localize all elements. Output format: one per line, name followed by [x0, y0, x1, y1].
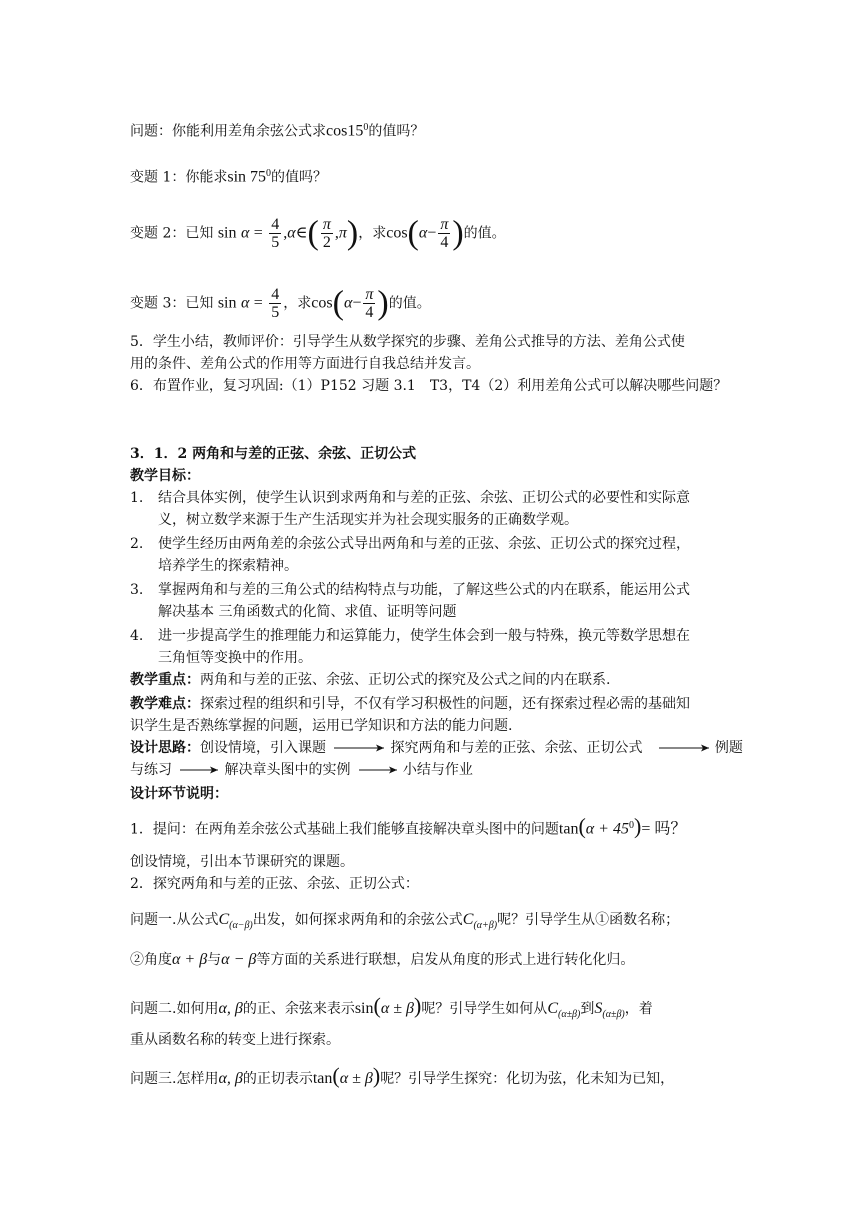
- goal-1-line-1: 结合具体实例，使学生认识到求两角和与差的正弦、余弦、正切公式的必要性和实际意: [158, 490, 690, 506]
- fraction-pi-4: $\frac{\pi}{4}$: [365, 286, 374, 321]
- goal-3-line-2: 解决基本 三角函数式的化简、求值、证明等问题: [158, 604, 457, 620]
- goal-4-line-1: 进一步提高学生的推理能力和运算能力，使学生体会到一般与特殊，换元等数学思想在: [158, 628, 690, 644]
- step-1-question: 1．提问：在两角差余弦公式基础上我们能够直接解决章头图中的问题$\tan(\alpha + 45^0)=$ 吗？: [130, 813, 687, 839]
- fraction-pi-4: $\frac{\pi}{4}$: [440, 216, 449, 251]
- step-2: 2．探究两角和与差的正弦、余弦、正切公式：: [130, 876, 419, 892]
- question-3-line-1: 问题三.怎样用α, β的正切表示tan(α ± β)呢？引导学生探究：化切为弦，化未知为已知，: [130, 1063, 675, 1088]
- question-1-line-2: ②角度α + β与α − β等方面的关系进行联想，启发从角度的形式上进行转化化归。: [130, 951, 635, 968]
- fraction-4-5: $\frac{4}{5}$: [271, 286, 280, 321]
- variant-1: 变题 1：你能求$\sin 75^0$的值吗？: [130, 168, 328, 186]
- step-5-line-2: 用的条件、差角公式的作用等方面进行自我总结并发言。: [130, 356, 480, 372]
- goal-4-number: 4.: [130, 628, 144, 644]
- goal-1-line-2: 义，树立数学来源于生产生活现实并为社会现实服务的正确数学观。: [158, 512, 578, 528]
- key-point: 教学重点：两角和与差的正弦、余弦、正切公式的探究及公式之间的内在联系.: [130, 672, 611, 688]
- arrow-right-icon: [178, 765, 222, 775]
- difficulty-line-1: 教学难点：探索过程的组织和引导，不仅有学习积极性的问题，还有探索过程必需的基础知: [130, 696, 690, 712]
- goal-3-number: 3.: [130, 582, 144, 598]
- difficulty-line-2: 识学生是否熟练掌握的问题，运用已学知识和方法的能力问题.: [130, 718, 513, 734]
- section-title: 3．1．2 两角和与差的正弦、余弦、正切公式: [130, 446, 417, 462]
- goal-4-line-2: 三角恒等变换中的作用。: [158, 650, 312, 666]
- step-6: 6．布置作业，复习巩固:（1）P152 习题 3.1 T3，T4（2）利用差角公式可以解决哪些问题？: [130, 378, 728, 394]
- question-cos15: 问题：你能利用差角余弦公式求$\cos 15^0$的值吗？: [130, 122, 425, 140]
- design-line-1: 设计思路：创设情境，引入课题 探究两角和与差的正弦、余弦、正切公式 例题: [130, 740, 743, 756]
- goal-2-number: 2.: [130, 536, 144, 552]
- question-2-line-2: 重从函数名称的转变上进行探索。: [130, 1032, 340, 1048]
- goal-2-line-1: 使学生经历由两角差的余弦公式导出两角和与差的正弦、余弦、正切公式的探究过程，: [158, 536, 690, 552]
- arrow-right-icon: [332, 743, 388, 753]
- goal-3-line-1: 掌握两角和与差的三角公式的结构特点与功能，了解这些公式的内在联系，能运用公式: [158, 582, 690, 598]
- steps-heading: 设计环节说明：: [130, 786, 228, 802]
- step-1-context: 创设情境，引出本节课研究的课题。: [130, 854, 354, 870]
- variant-3: 变题 3：已知 sin α = $\frac{4}{5}$ ，求cos(α− $\frac{\pi}{4}$ )的值。: [130, 284, 431, 322]
- arrow-right-icon: [357, 765, 401, 775]
- goal-1-number: 1.: [130, 490, 144, 506]
- step-5-line-1: 5．学生小结，教师评价：引导学生从数学探究的步骤、差角公式推导的方法、差角公式使: [130, 334, 685, 350]
- fraction-pi-2: $\frac{\pi}{2}$: [322, 216, 331, 251]
- variant-2: 变题 2：已知 sin α = $\frac{4}{5}$ ,α∈( $\frac{\pi}{2}$ ,π)，求cos(α− $\frac{\pi}{4}$ )的值。: [130, 214, 506, 252]
- fraction-4-5: $\frac{4}{5}$: [271, 216, 280, 251]
- goal-2-line-2: 培养学生的探索精神。: [158, 558, 298, 574]
- design-line-2: 与练习 解决章头图中的实例 小结与作业: [130, 762, 473, 778]
- goals-heading: 教学目标：: [130, 468, 200, 484]
- question-2-line-1: 问题二.如何用α, β的正、余弦来表示sin(α ± β)呢？引导学生如何从$C_{(\alpha\pm\beta)}$到$S_{(\alpha\pm\beta)}$，着: [130, 993, 653, 1020]
- question-1-line-1: 问题一.从公式$C_{(\alpha-\beta)}$出发，如何探求两角和的余弦公式$C_{(\alpha+\beta)}$呢？引导学生从①函数名称；: [130, 911, 680, 931]
- arrow-right-icon: [657, 743, 713, 753]
